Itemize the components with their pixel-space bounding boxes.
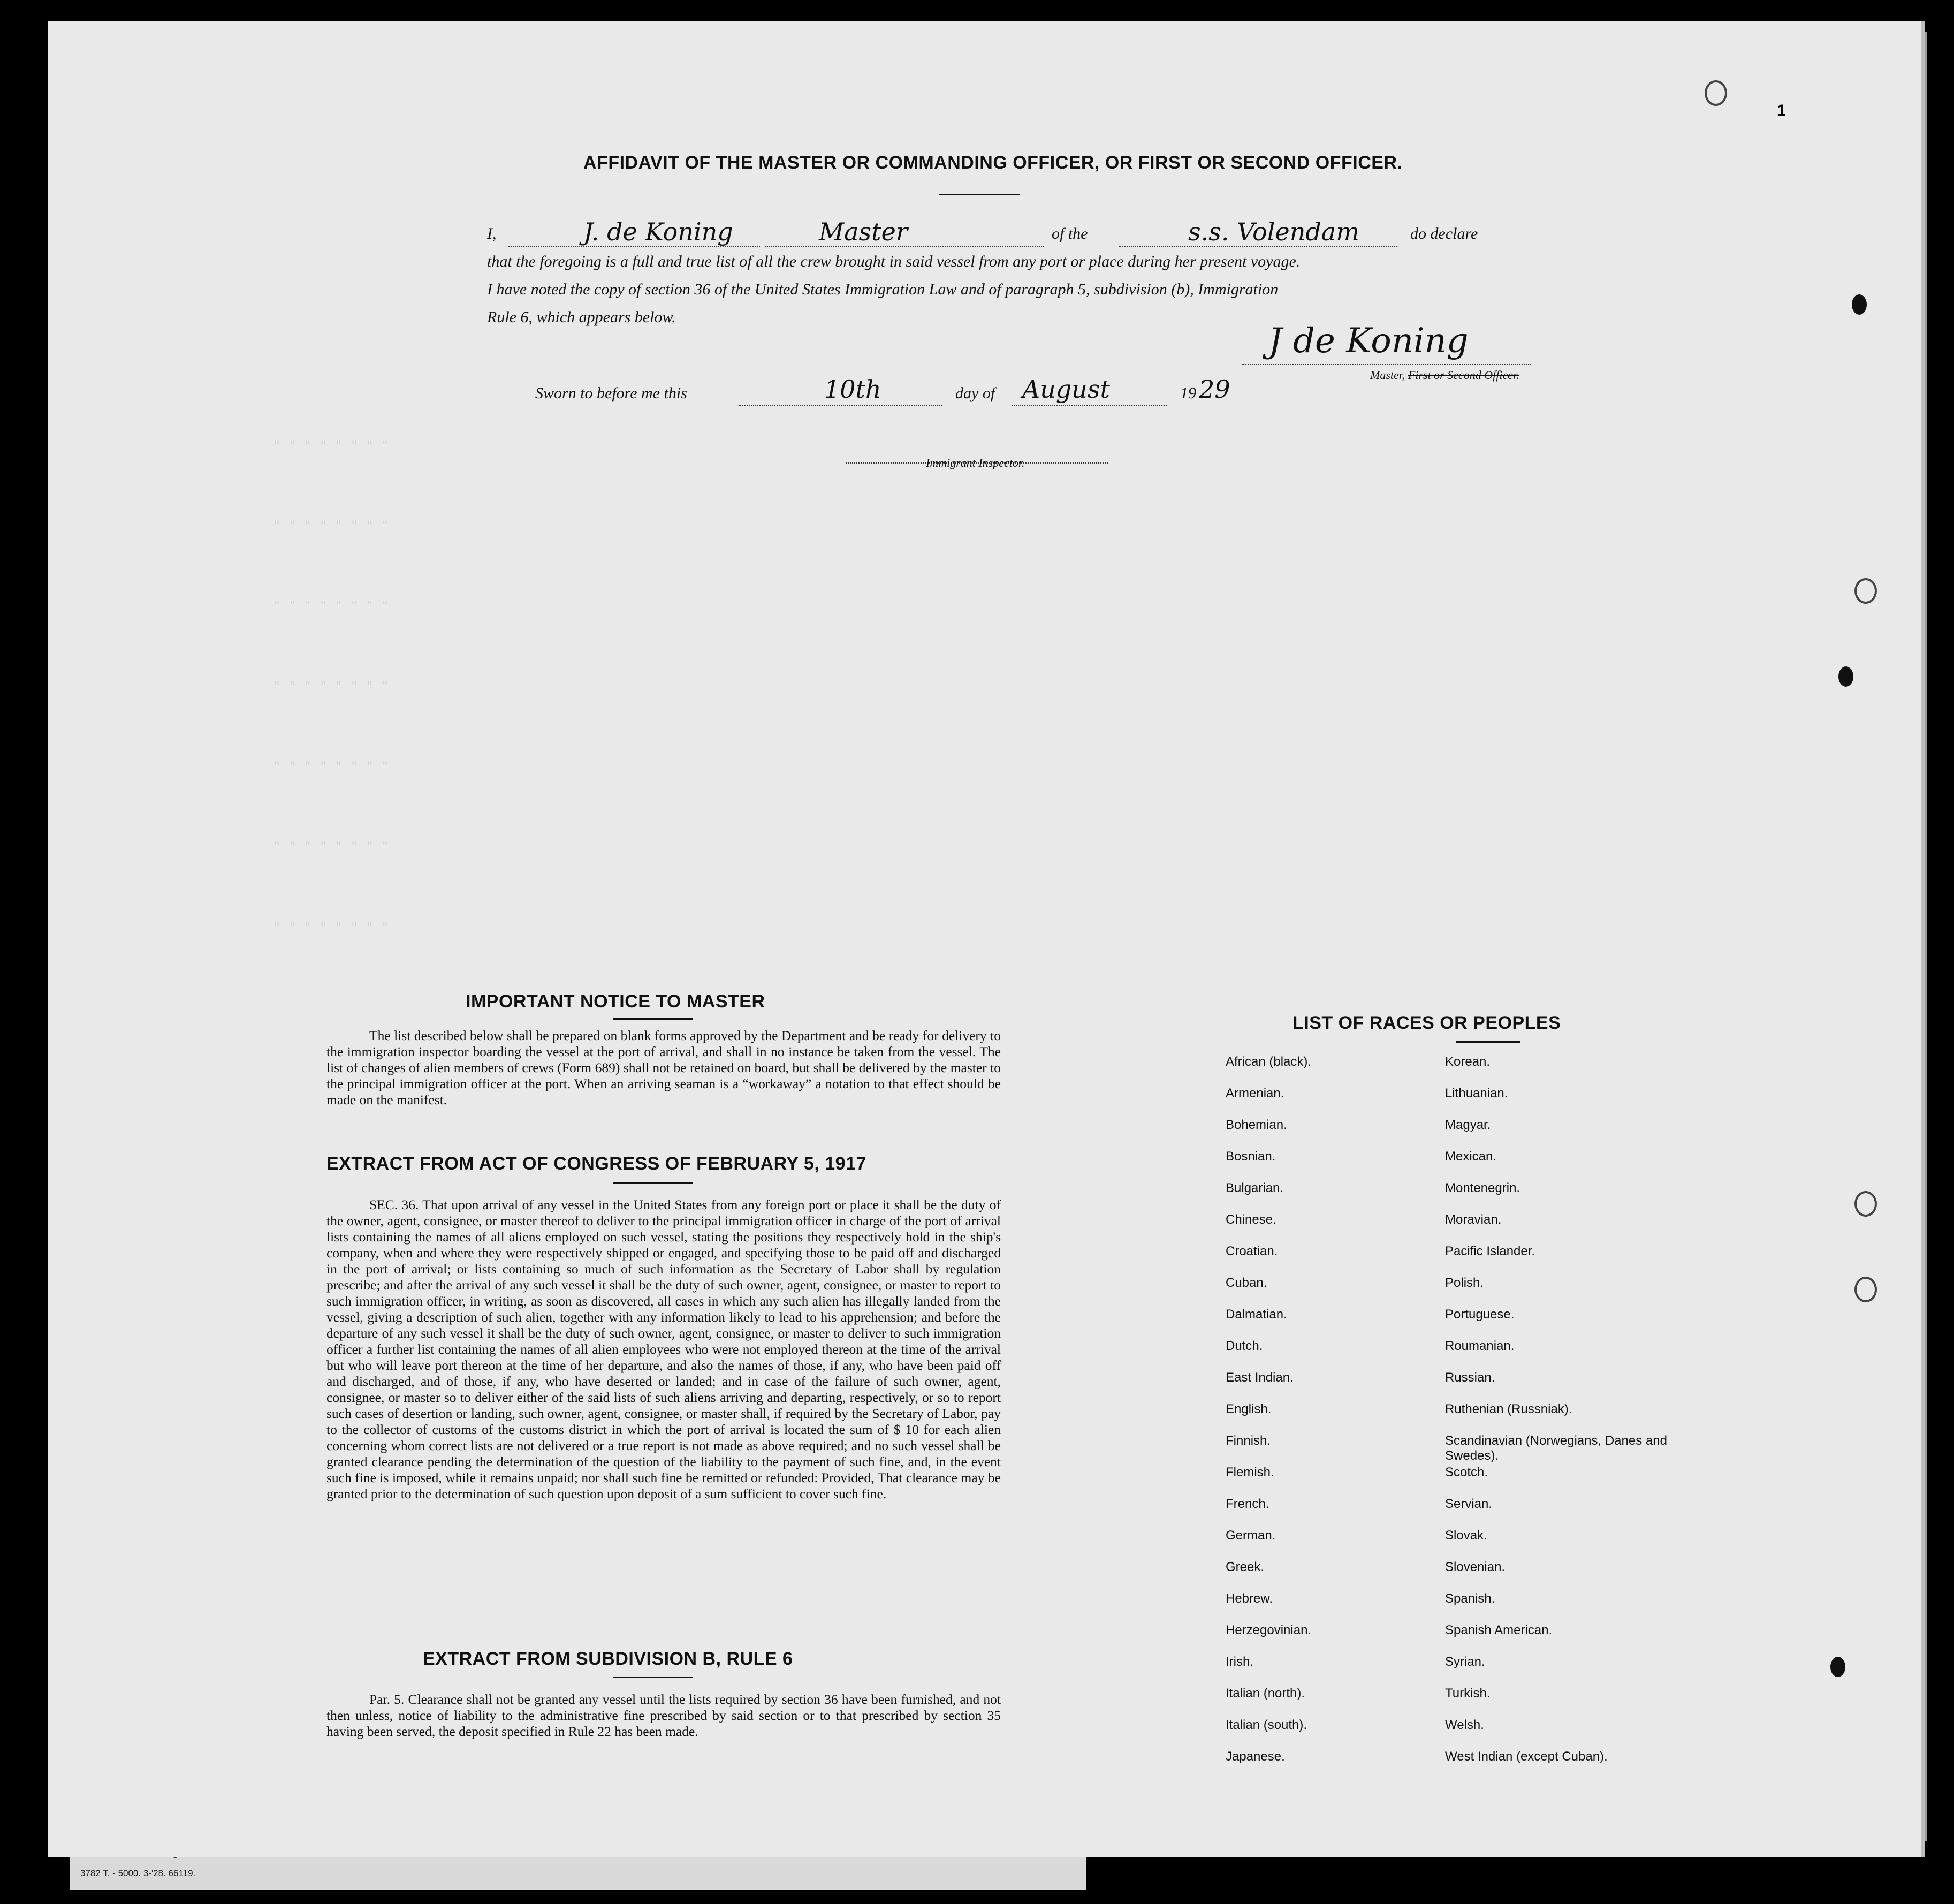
punch-hole-icon	[1852, 294, 1867, 315]
race-entry: Italian (north).	[1226, 1686, 1305, 1701]
affidavit-line-3: I have noted the copy of section 36 of the United States Immigration Law and of paragraph 5, subdivision (b), Immigration	[487, 280, 1279, 298]
affidavit-line-4: Rule 6, which appears below.	[487, 308, 676, 326]
race-entry: West Indian (except Cuban).	[1445, 1749, 1608, 1764]
inspector-caption: Immigrant Inspector.	[926, 456, 1025, 469]
races-right-column	[1445, 1055, 1670, 1781]
race-entry: Croatian.	[1226, 1244, 1278, 1258]
affidavit-of-the: of the	[1052, 225, 1088, 242]
race-entry: Turkish.	[1445, 1686, 1491, 1701]
notice-text: The list described below shall be prepared on blank forms approved by the Department and be ready for delivery to the immigration inspector boarding the vessel at the port of arrival, and shall in no instance be taken from the vessel. The list of changes of alien members of crews (Form 689) shall not be retained on board, but shall be delivered by the master to the principal immigration officer at the port. When an arriving seaman is a “workaway” a notation to that effect should be made on the manifest.	[326, 1028, 1001, 1107]
race-entry: Scotch.	[1445, 1465, 1488, 1480]
signature-line	[1242, 364, 1531, 365]
act-text: SEC. 36. That upon arrival of any vessel in the United States from any foreign port or place it shall be the duty of the owner, agent, consignee, or master thereof to deliver to the principal immigration officer in charge of the port of arrival lists containing the names of all aliens employed on such vessel, stating the positions they respectively hold in the ship's company, when and where they were respectively shipped or engaged, and specifying those to be paid off and discharged in the port of arrival; or lists containing so much of such information as the Secretary of Labor shall by regulation prescribe; and after the arrival of any such vessel it shall be the duty of such owner, agent, consignee, or master to report to such immigration officer, in writing, as soon as discovered, all cases in which any such alien has illegally landed from the vessel, giving a description of such alien, together with any information likely to lead to his apprehension; and before the departure of any such vessel it shall be the duty of such owner, agent, consignee, or master to deliver to such immigration officer a further list containing the names of all alien employees who were not employed thereon at the time of the arrival but who will leave port thereon at the time of her departure, and also the names of those, if any, who have been paid off and discharged, and of those, if any, who have deserted or landed; and in case of the failure of such owner, agent, consignee, or master so to deliver either of the said lists of such aliens arriving and departing, respectively, or so to report such cases of desertion or landing, such owner, agent, consignee, or master shall, if required by the Secretary of Labor, pay to the collector of customs of the customs district in which the port of arrival is located the sum of $ 10 for each alien concerning whom correct lists are not delivered or a true report is not made as above required; and no such vessel shall be granted clearance pending the determination of the question of the liability to the payment of such fine, and, in the event such fine is imposed, while it remains unpaid; nor shall such fine be remitted or refunded: Provided, That clearance may be granted prior to the determination of such question upon deposit of a sum sufficient to cover such fine.	[326, 1197, 1001, 1501]
act-heading: EXTRACT FROM ACT OF CONGRESS OF FEBRUARY 5, 1917	[326, 1154, 866, 1174]
race-entry: Flemish.	[1226, 1465, 1274, 1480]
punch-hole-icon	[1705, 80, 1727, 106]
form-number: 3782 T. - 5000. 3-'28. 66119.	[80, 1868, 196, 1878]
race-entry: Welsh.	[1445, 1718, 1484, 1732]
race-entry: Spanish American.	[1445, 1623, 1553, 1637]
vessel-line	[1119, 246, 1397, 247]
day-line	[739, 405, 942, 406]
title-underline	[939, 194, 1020, 195]
punch-hole-icon	[1854, 1191, 1877, 1217]
race-entry: Pacific Islander.	[1445, 1244, 1535, 1258]
race-entry: Bohemian.	[1226, 1118, 1287, 1132]
affidavit-rank: Master	[819, 217, 908, 246]
race-entry: Spanish.	[1445, 1591, 1495, 1606]
race-entry: Bosnian.	[1226, 1149, 1276, 1164]
race-entry: Japanese.	[1226, 1749, 1285, 1764]
race-entry: Dalmatian.	[1226, 1307, 1287, 1322]
race-entry: Finnish.	[1226, 1433, 1271, 1448]
day-of-text: day of	[955, 384, 995, 402]
race-entry: Bulgarian.	[1226, 1181, 1284, 1195]
race-entry: Servian.	[1445, 1497, 1493, 1511]
race-entry: African (black).	[1226, 1055, 1312, 1069]
punch-hole-icon	[1854, 578, 1877, 604]
race-entry: Polish.	[1445, 1276, 1484, 1290]
race-entry: Dutch.	[1226, 1339, 1263, 1353]
punch-hole-icon	[1838, 666, 1853, 687]
race-entry: Roumanian.	[1445, 1339, 1515, 1353]
name-line	[508, 246, 760, 247]
race-entry: English.	[1226, 1402, 1272, 1416]
race-entry: Scandinavian (Norwegians, Danes and Swedes).	[1445, 1433, 1667, 1463]
race-entry: East Indian.	[1226, 1370, 1294, 1385]
affidavit-do-declare: do declare	[1410, 225, 1478, 242]
sworn-month: August	[1022, 375, 1111, 404]
race-entry: Syrian.	[1445, 1655, 1485, 1669]
year-prefix: 19	[1180, 384, 1196, 402]
punch-hole-icon	[1830, 1657, 1845, 1677]
affidavit-name: J. de Koning	[583, 217, 733, 246]
rule-heading: EXTRACT FROM SUBDIVISION B, RULE 6	[423, 1649, 793, 1669]
rank-line	[765, 246, 1044, 247]
bleed-through-background: " " " " " " " " " " " " " " " " " " " " " " " " " " " " " " " " " " " " " " " " " " " " " " " " " " " " " " " "	[273, 438, 389, 935]
race-entry: Korean.	[1445, 1055, 1491, 1069]
race-entry: Lithuanian.	[1445, 1086, 1508, 1101]
races-left-column	[1226, 1055, 1450, 1781]
race-entry: Portuguese.	[1445, 1307, 1515, 1322]
race-entry: Magyar.	[1445, 1118, 1491, 1132]
race-entry: Hebrew.	[1226, 1591, 1273, 1606]
race-entry: Slovenian.	[1445, 1560, 1506, 1574]
master-signature: J de Koning	[1268, 321, 1469, 361]
rule-underline	[613, 1677, 693, 1678]
affidavit-line-2: that the foregoing is a full and true list of all the crew brought in said vessel from any port or place during her present voyage.	[487, 253, 1301, 270]
race-entry: Irish.	[1226, 1655, 1254, 1669]
race-entry: Russian.	[1445, 1370, 1495, 1385]
signature-caption: Master, First or Second Officer.	[1370, 368, 1519, 382]
race-entry: Herzegovinian.	[1226, 1623, 1312, 1637]
race-entry: Mexican.	[1445, 1149, 1497, 1164]
notice-underline	[613, 1018, 693, 1020]
races-underline	[1456, 1041, 1520, 1043]
sworn-text: Sworn to before me this	[535, 384, 687, 402]
sworn-day: 10th	[824, 375, 881, 404]
document-page	[48, 21, 1925, 1857]
page-number: 1	[1777, 102, 1786, 119]
punch-hole-icon	[1854, 1277, 1877, 1302]
races-heading: LIST OF RACES OR PEOPLES	[1292, 1013, 1561, 1033]
race-entry: Cuban.	[1226, 1276, 1267, 1290]
month-line	[1012, 405, 1167, 406]
act-underline	[613, 1182, 693, 1184]
affidavit-vessel: s.s. Volendam	[1188, 217, 1359, 246]
race-entry: Greek.	[1226, 1560, 1265, 1574]
affidavit-i: I,	[487, 225, 497, 242]
race-entry: Chinese.	[1226, 1212, 1276, 1227]
race-entry: French.	[1226, 1497, 1269, 1511]
affidavit-title: AFFIDAVIT OF THE MASTER OR COMMANDING OFFICER, OR FIRST OR SECOND OFFICER.	[583, 153, 1403, 173]
race-entry: Moravian.	[1445, 1212, 1502, 1227]
notice-heading: IMPORTANT NOTICE TO MASTER	[466, 991, 765, 1012]
race-entry: Ruthenian (Russniak).	[1445, 1402, 1572, 1416]
race-entry: Italian (south).	[1226, 1718, 1307, 1732]
race-entry: Armenian.	[1226, 1086, 1284, 1101]
race-entry: German.	[1226, 1528, 1276, 1543]
race-entry: Montenegrin.	[1445, 1181, 1520, 1195]
rule-text: Par. 5. Clearance shall not be granted any vessel until the lists required by section 36 have been furnished, and not then unless, notice of liability to the administrative fine prescribed by said section or to that prescribed by section 35 having been served, the deposit specified in Rule 22 has been made.	[326, 1691, 1001, 1739]
race-entry: Slovak.	[1445, 1528, 1487, 1543]
sworn-year: 29	[1199, 375, 1230, 404]
